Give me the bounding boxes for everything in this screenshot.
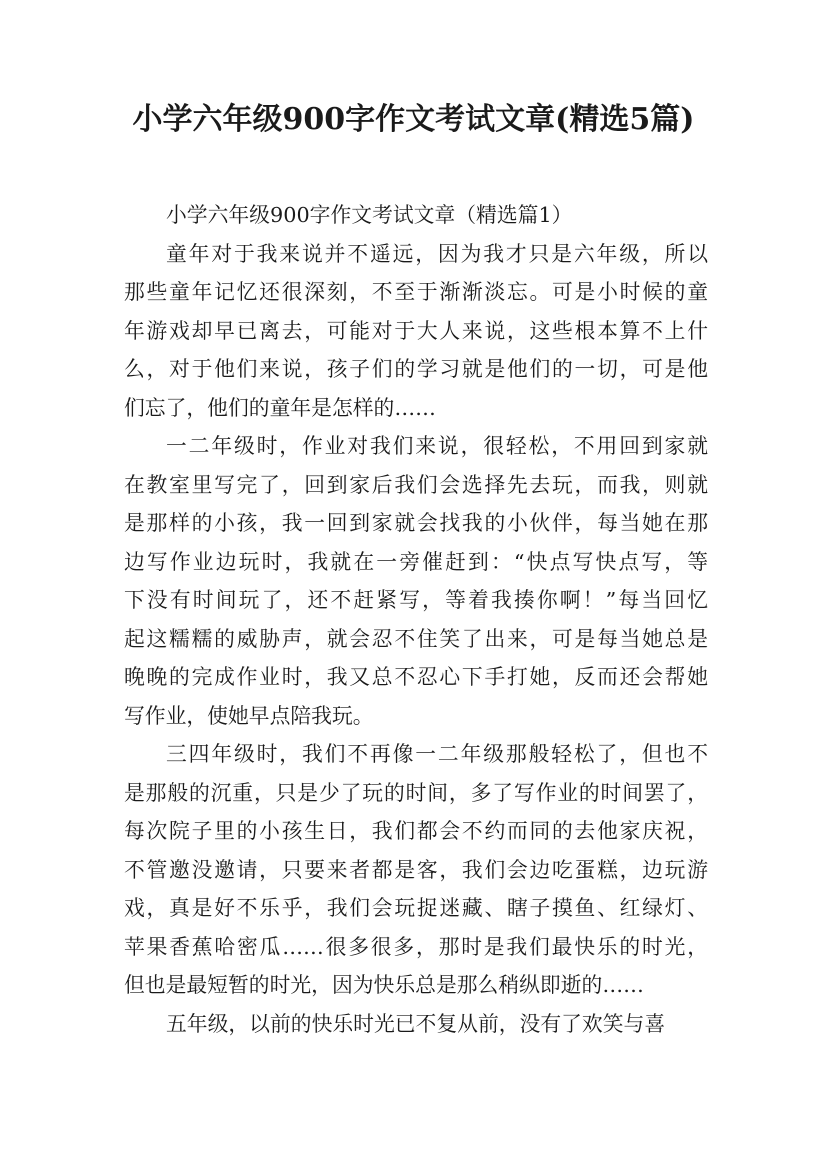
paragraph-line: 但也是最短暂的时光，因为快乐总是那么稍纵即逝的…… <box>124 973 644 997</box>
paragraph-line: 不管邀没邀请，只要来者都是客，我们会边吃蛋糕，边玩游 <box>124 857 708 882</box>
paragraph-line: 们忘了，他们的童年是怎样的…… <box>124 395 436 420</box>
paragraph-line: 每次院子里的小孩生日，我们都会不约而同的去他家庆祝， <box>124 819 708 843</box>
paragraph-line: 下没有时间玩了，还不赶紧写，等着我揍你啊！”每当回忆 <box>124 588 708 612</box>
paragraph-line: 是那般的沉重，只是少了玩的时间，多了写作业的时间罢了， <box>124 780 708 805</box>
paragraph-line: 年游戏却早已离去，可能对于大人来说，这些根本算不上什 <box>124 318 708 343</box>
paragraph-line: 晚晚的完成作业时，我又总不忍心下手打她，反而还会帮她 <box>124 665 708 689</box>
paragraph-2 <box>124 427 708 735</box>
paragraph-line: 么，对于他们来说，孩子们的学习就是他们的一切，可是他 <box>124 357 708 381</box>
document-title: 小学六年级900字作文考试文章(精选5篇) <box>132 102 695 137</box>
paragraph-line: 五年级，以前的快乐时光已不复从前，没有了欢笑与喜 <box>166 1011 666 1036</box>
paragraph-line: 那些童年记忆还很深刻，不至于渐渐淡忘。可是小时候的童 <box>124 280 708 304</box>
document-body <box>124 196 708 1043</box>
paragraph-line: 苹果香蕉哈密瓜……很多很多，那时是我们最快乐的时光， <box>124 934 708 959</box>
paragraph-line: 是那样的小孩，我一回到家就会找我的小伙伴，每当她在那 <box>124 511 708 535</box>
paragraph-line: 童年对于我来说并不遥远，因为我才只是六年级，所以 <box>166 241 708 266</box>
paragraph-line: 一二年级时，作业对我们来说，很轻松，不用回到家就 <box>166 434 708 458</box>
section-heading: 小学六年级900字作文考试文章（精选篇1） <box>166 203 573 227</box>
paragraph-line: 三四年级时，我们不再像一二年级那般轻松了，但也不 <box>166 742 708 766</box>
paragraph-4 <box>124 1005 708 1044</box>
paragraph-line: 写作业，使她早点陪我玩。 <box>124 703 374 728</box>
paragraph-line: 在教室里写完了，回到家后我们会选择先去玩，而我，则就 <box>124 472 708 497</box>
paragraph-3 <box>124 735 708 1005</box>
paragraph-line: 边写作业边玩时，我就在一旁催赶到：“快点写快点写，等 <box>124 549 708 574</box>
paragraph-line: 起这糯糯的威胁声，就会忍不住笑了出来，可是每当她总是 <box>124 626 708 651</box>
paragraph-line: 戏，真是好不乐乎，我们会玩捉迷藏、瞎子摸鱼、红绿灯、 <box>124 896 708 920</box>
paragraph-1 <box>124 235 708 428</box>
